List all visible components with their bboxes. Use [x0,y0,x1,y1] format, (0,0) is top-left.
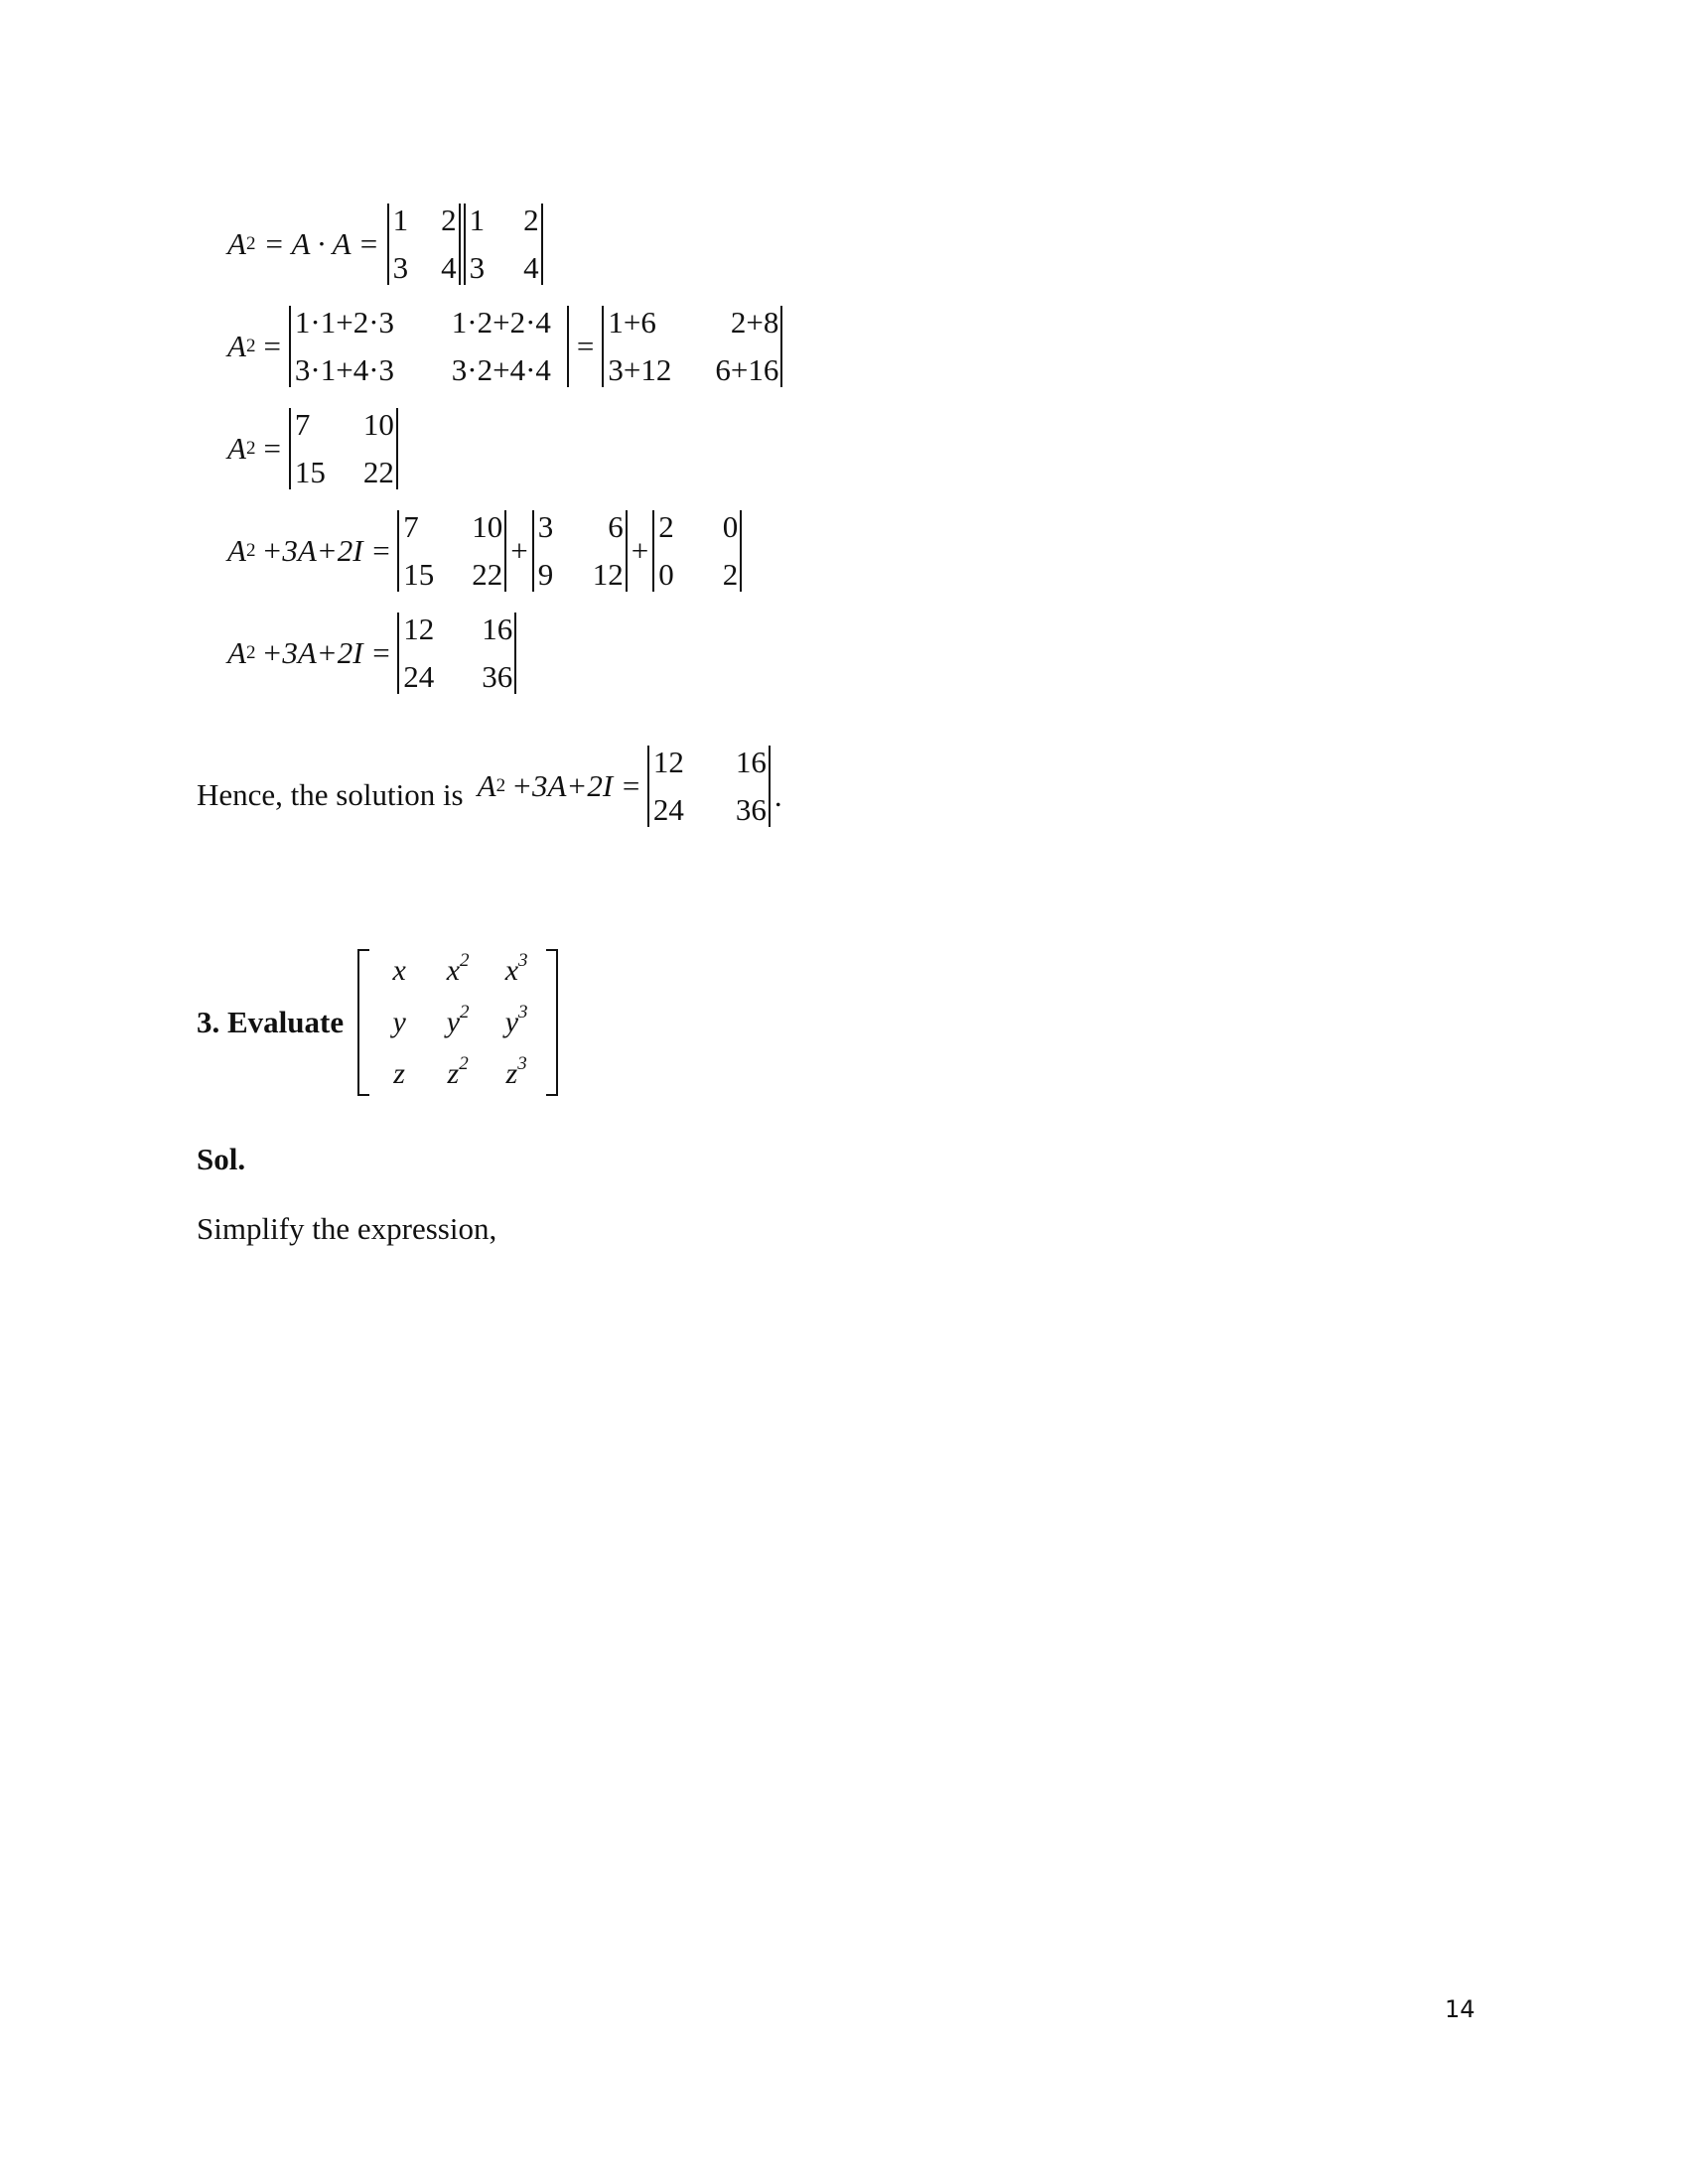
lhs-rest: +3A+2I = [511,768,641,803]
equals-product: = A · A = [263,226,379,261]
equation-a-squared-expanded: A 2 = 1·1+2·3 1·2+2·4 3·1+4·3 3·2+4·4 = 1+6 2+8 3+12 6+16 [227,301,782,392]
matrix-vandermonde: x $x^2$ $x^3$ y $y^2$ $y^3$ z $z^2$ $z^3$ [357,949,558,1096]
problem-label: 3. Evaluate [197,1005,345,1039]
page-number: 14 [1445,1995,1476,2023]
period: . [774,778,782,813]
matrix-a-squared: 7 10 15 22 [397,510,506,592]
lhs-base: A [477,768,496,803]
matrix-3a: 3 6 9 12 [532,510,628,592]
lhs-base: A [227,533,246,568]
conclusion-statement: Hence, the solution is A 2 +3A+2I = 12 16 24 36 . [197,745,782,827]
equation-polynomial-result: A 2 +3A+2I = 12 16 24 36 [227,608,516,699]
equation-polynomial-sum: A 2 +3A+2I = 7 10 15 22 + 3 6 9 12 + 2 0 0 2 [227,505,742,597]
matrix-2i: 2 0 0 2 [652,510,742,592]
solution-text: Simplify the expression, [197,1211,497,1246]
lhs-base: A [227,226,246,261]
plus-sign: + [631,533,649,568]
equals-sign: = [263,329,281,363]
lhs-base: A [227,329,246,363]
matrix-sums: 1+6 2+8 3+12 6+16 [602,306,782,387]
equals-sign: = [263,431,281,466]
solution-heading: Sol. [197,1142,246,1176]
matrix-a-squared: 7 10 15 22 [289,408,398,489]
lhs-rest: +3A+2I = [261,635,392,670]
matrix-a-copy: 1 2 3 4 [464,204,543,285]
equals-sign: = [576,329,595,363]
plus-sign: + [510,533,528,568]
lhs-rest: +3A+2I = [261,533,392,568]
equation-a-squared-product: A 2 = A · A = 1 2 3 4 1 2 3 4 [227,199,543,290]
matrix-result: 12 16 24 36 [397,613,516,694]
equation-a-squared-result: A 2 = 7 10 15 22 [227,403,398,494]
matrix-expanded-products: 1·1+2·3 1·2+2·4 3·1+4·3 3·2+4·4 [289,306,569,387]
lhs-base: A [227,635,246,670]
conclusion-text: Hence, the solution is [197,777,464,812]
problem-3 [197,945,558,1100]
matrix-a: 1 2 3 4 [387,204,461,285]
matrix-solution: 12 16 24 36 [647,746,771,827]
lhs-base: A [227,431,246,466]
